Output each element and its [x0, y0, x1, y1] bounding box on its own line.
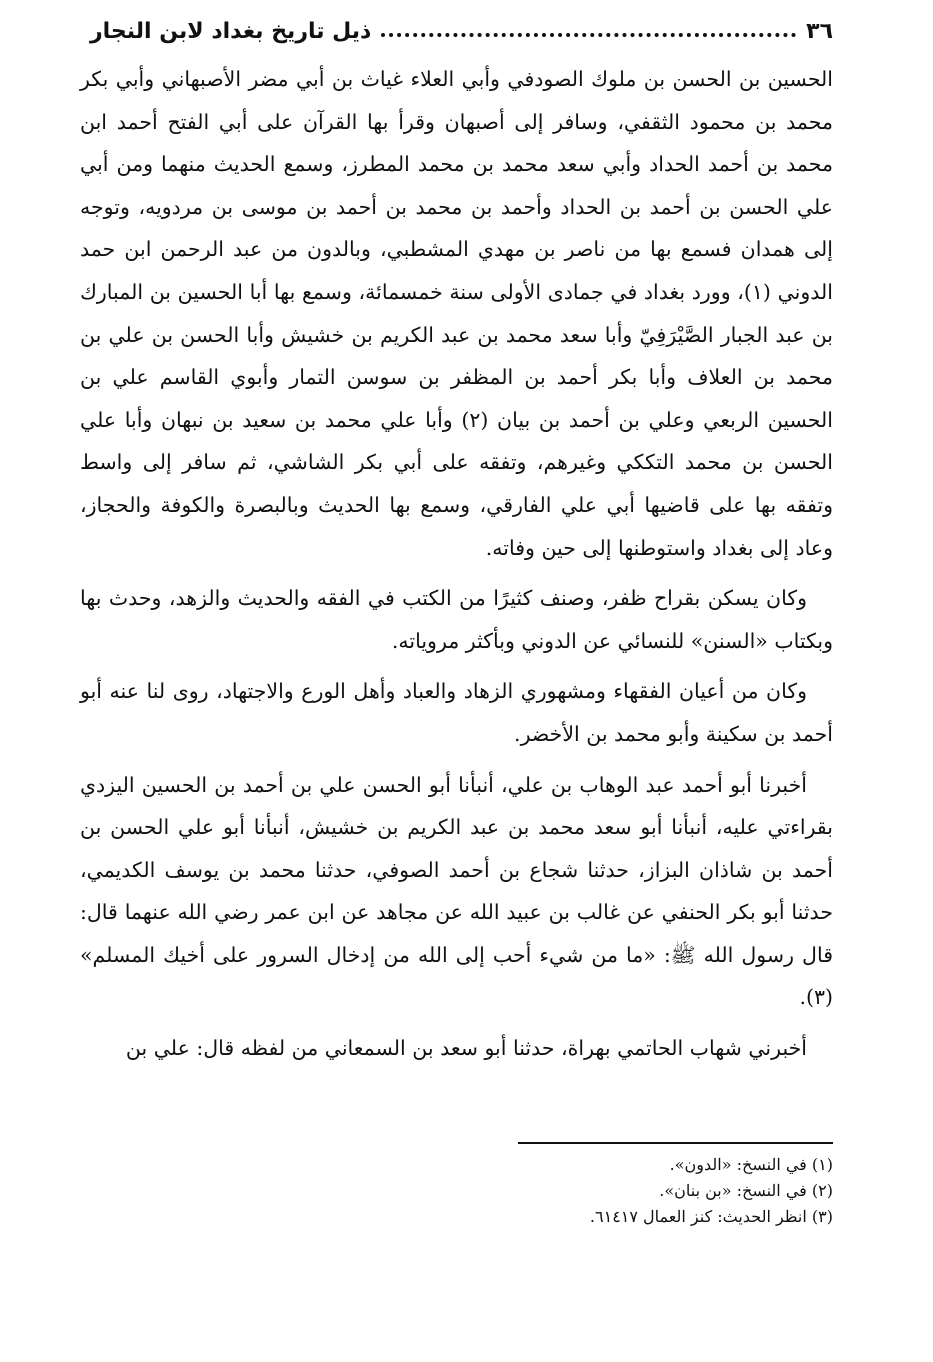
paragraph-continuation: الحسين بن الحسن بن ملوك الصودفي وأبي العلاء غياث بن أبي مضر الأصبهاني وأبي بكر محمد بن محمود الثقفي، وسافر إلى أصبهان وقرأ بها القرآن على أبي الفتح أحمد ابن محمد بن أحمد الحداد وأبي سعد محمد بن محمد المطرز، وسمع الحديث منهما ومن أبي علي الحسن بن أحمد بن الحداد وأحمد بن محمد بن أحمد بن موسى بن مردويه، وتوجه إلى همدان فسمع بها من ناصر بن مهدي المشطبي، وبالدون من عبد الرحمن ابن حمد الدوني (١)، وورد بغداد في جمادى الأولى سنة خمسمائة، وسمع بها أبا الحسين بن المبارك بن عبد الجبار الصَّيْرَفِيّ وأبا سعد محمد بن عبد الكريم بن خشيش وأبا الحسن بن علي بن محمد بن العلاف وأبا بكر أحمد بن المظفر بن سوسن التمار وأبوي القاسم علي بن الحسين الربعي وعلي بن أحمد بن بيان (٢) وأبا علي محمد بن سعيد بن نبهان وأبا علي الحسن بن محمد التككي وغيرهم، وتفقه على أبي بكر الشاشي، ثم سافر إلى واسط وتفقه بها على قاضيها أبي علي الفارقي، وسمع بها الحديث وبالبصرة والكوفة والحجاز، وعاد إلى بغداد واستوطنها إلى حين وفاته.	[80, 67, 833, 560]
footnote-1: (١) في النسخ: «الدون».	[669, 1155, 833, 1174]
paragraph: أخبرنا أبو أحمد عبد الوهاب بن علي، أنبأنا أبو الحسن علي بن أحمد بن الحسين اليزدي بقراءتي عليه، أنبأنا أبو سعد محمد بن عبد الكريم بن خشيش، أنبأنا أبو علي الحسن بن أحمد بن شاذان البزاز، حدثنا شجاع بن أحمد الصوفي، حدثنا محمد بن يوسف الكديمي، حدثنا أبو بكر الحنفي عن غالب بن عبيد الله عن مجاهد عن ابن عمر رضي الله عنهما قال: قال رسول الله ﷺ: «ما من شيء أحب إلى الله من إدخال السرور على أخيك المسلم» (٣).	[80, 772, 833, 1010]
paragraph: وكان من أعيان الفقهاء ومشهوري الزهاد والعباد وأهل الورع والاجتهاد، روى لنا عنه أبو أحمد بن سكينة وأبو محمد بن الأخضر.	[80, 679, 833, 746]
footnote-2: (٢) في النسخ: «بن بنان».	[659, 1181, 833, 1200]
header-dotted-leader	[381, 33, 796, 37]
main-text	[80, 58, 833, 1070]
page-number: ٣٦	[806, 18, 833, 44]
footnotes	[300, 1152, 833, 1230]
running-title: ذيل تاريخ بغداد لابن النجار	[90, 18, 372, 44]
footnote-3: (٣) انظر الحديث: كنز العمال ٦١٤١٧.	[589, 1207, 833, 1226]
footnote-divider	[518, 1142, 833, 1144]
page-header	[90, 10, 833, 52]
paragraph: أخبرني شهاب الحاتمي بهراة، حدثنا أبو سعد بن السمعاني من لفظه قال: علي بن	[125, 1036, 807, 1061]
paragraph: وكان يسكن بقراح ظفر، وصنف كثيرًا من الكتب في الفقه والحديث والزهد، وحدث بها وبكتاب «السنن» للنسائي عن الدوني وبأكثر مروياته.	[80, 586, 833, 653]
